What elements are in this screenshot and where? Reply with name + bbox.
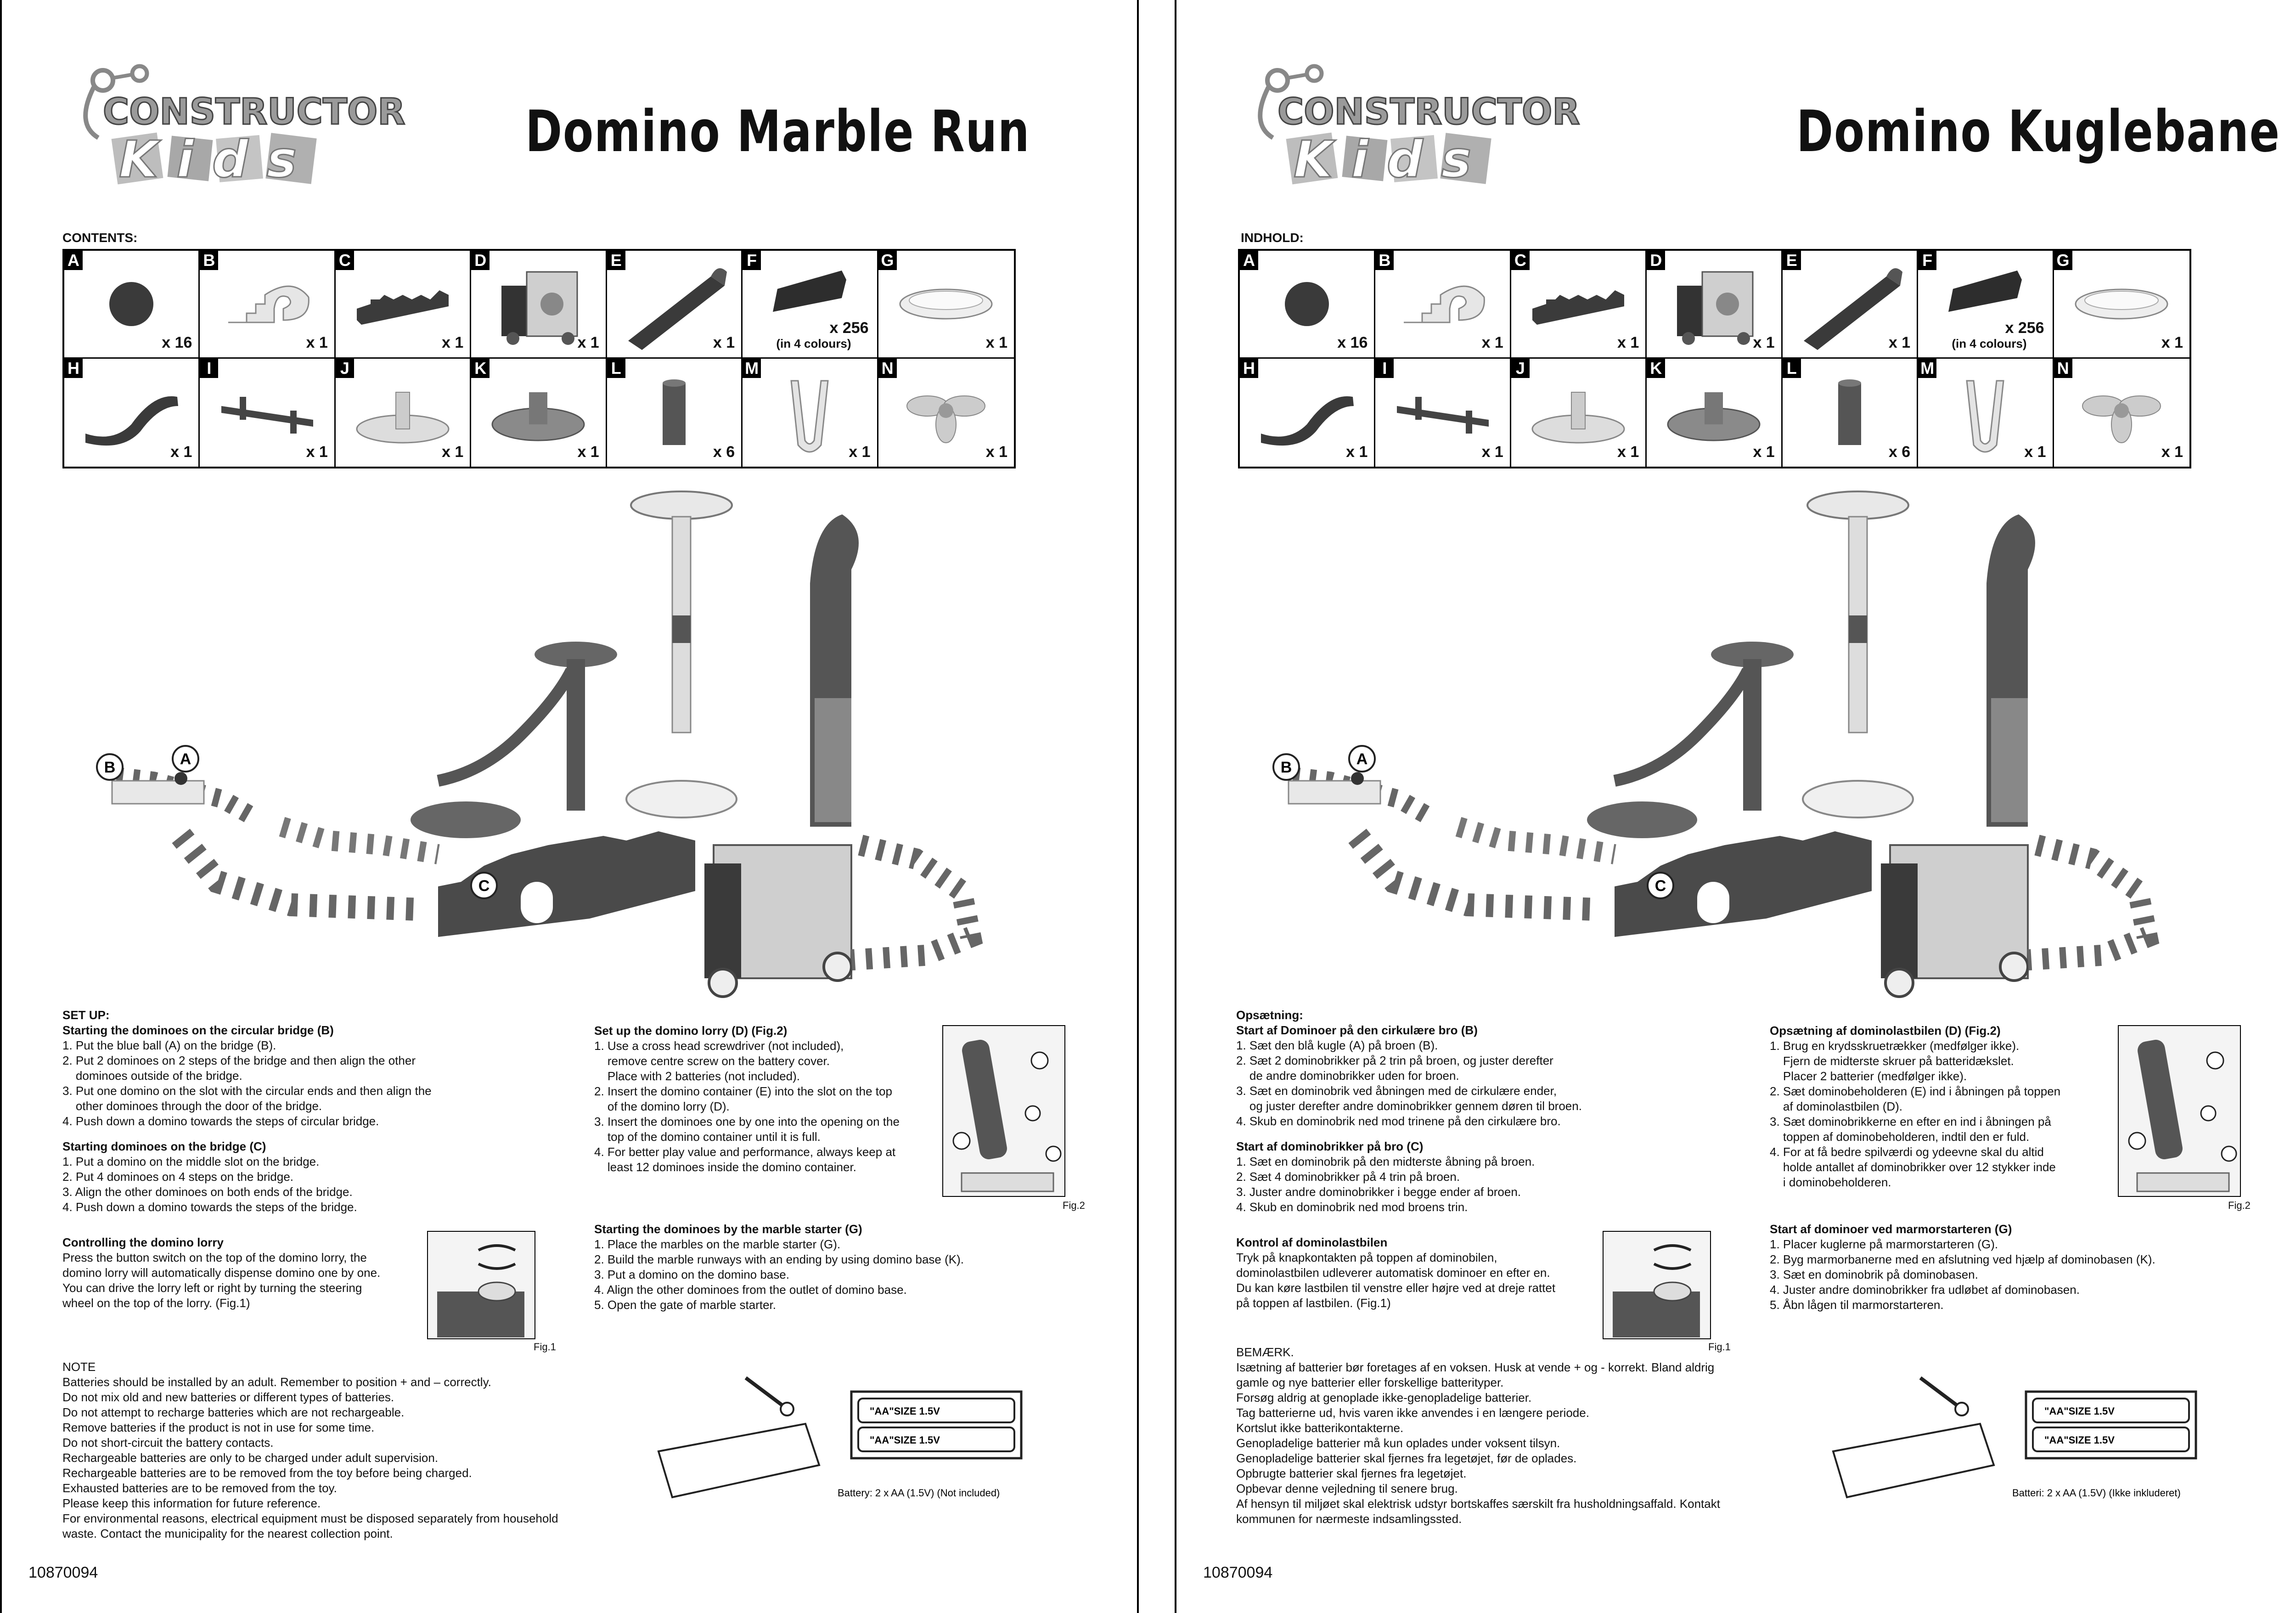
step: 1. Placer kuglerne på marmorstarteren (G). [1770,1237,1998,1251]
item-f [743,251,878,359]
section-title: Starting the dominoes on the circular bridge (B) [62,1023,334,1037]
battery-label-top: "AA"SIZE 1.5V [870,1405,940,1417]
item-b [200,251,335,359]
pillar-icon [651,374,697,452]
item-qty: x 16 [162,334,192,351]
item-h [1240,359,1375,467]
contents-label: CONTENTS: [62,231,138,245]
page-title: Domino Marble Run [525,99,1030,165]
marble-starter-section [1770,1222,2183,1313]
item-n [878,359,1014,467]
logo-wordmark: CONSTRUCTOR [1277,91,1580,133]
item-letter: L [607,359,625,378]
battery-compartment-illustration [645,1359,1021,1506]
item-j [1511,359,1647,467]
fig1-label: Fig.1 [534,1341,556,1353]
item-k [471,359,607,467]
step: Tryk på knapkontakten på toppen af dominobilen, [1236,1251,1497,1264]
logo-wordmark: CONSTRUCTOR [103,91,405,133]
item-qty: x 1 [985,334,1007,351]
fig1-label: Fig.1 [1708,1341,1731,1353]
fig2-lorry-illustration [2118,1025,2241,1197]
marble-starter-icon [895,281,996,327]
circular-bridge-icon [1395,276,1491,332]
item-subtext: (in 4 colours) [776,337,851,350]
item-qty: x 1 [442,443,464,461]
item-letter: J [1511,359,1530,378]
ball-icon [1282,279,1332,329]
callout-b: B [104,759,116,776]
item-letter: K [471,359,490,378]
item-letter: G [878,251,897,270]
item-g [2054,251,2189,359]
item-qty: x 1 [2161,443,2183,461]
item-qty: x 6 [713,443,735,461]
item-letter: E [607,251,625,270]
clip-icon [1953,372,2017,454]
item-qty: x 1 [1888,334,1911,351]
callout-c: C [478,877,490,895]
contents-grid [1238,249,2191,468]
step: de andre dominobrikker uden for broen. [1236,1069,1459,1083]
step: 4. Juster andre dominobrikker fra udløbet af dominobasen. [1770,1283,2080,1297]
item-letter: N [2054,359,2072,378]
step: wheel on the top of the lorry. (Fig.1) [62,1296,250,1310]
battery-label-top: "AA"SIZE 1.5V [2044,1405,2115,1417]
product-code: 10870094 [1203,1564,1273,1581]
item-letter: B [1375,251,1394,270]
step: Place with 2 batteries (not included). [594,1069,800,1083]
contents-grid [62,249,1016,468]
note-line: Rechargeable batteries are to be removed from the toy before being charged. [62,1466,472,1480]
callout-c: C [1654,877,1666,895]
item-subtext: (in 4 colours) [1952,337,2027,350]
item-letter: E [1783,251,1801,270]
step: least 12 dominoes inside the domino container. [594,1160,856,1174]
item-d [471,251,607,359]
step: 1. Put the blue ball (A) on the bridge (B). [62,1038,276,1052]
note-line: Genopladelige batterier må kun oplades under voksent tilsyn. [1236,1436,1560,1450]
step: og juster derefter andre dominobrikker gennem døren til broen. [1236,1099,1582,1113]
item-b [1375,251,1511,359]
item-c [1511,251,1647,359]
windmill-icon [2076,378,2167,447]
section-title: Controlling the domino lorry [62,1235,224,1249]
circular-bridge-icon [219,276,315,332]
item-qty: x 1 [1481,334,1503,351]
note-line: Opbevar denne vejledning til senere brug. [1236,1482,1458,1495]
step: Placer 2 batterier (medfølger ikke). [1770,1069,1967,1083]
base-icon [350,378,456,447]
battery-caption: Battery: 2 x AA (1.5V) (Not included) [838,1487,1000,1499]
note-line: Isætning af batterier bør foretages af en voksen. Husk at vende + og - korrekt. Bland aldrig [1236,1360,1715,1374]
step: 2. Sæt 2 dominobrikker på 2 trin på broen, og juster derefter [1236,1054,1553,1067]
step: i dominobeholderen. [1770,1175,1891,1189]
step: 4. Push down a domino towards the steps of the bridge. [62,1200,357,1214]
section-title: Start af Dominoer på den cirkulære bro (B) [1236,1023,1478,1037]
callout-a: A [1356,750,1368,768]
step: 3. Insert the dominoes one by one into the opening on the [594,1115,900,1128]
note-line: Genopladelige batterier skal fjernes fra legetøjet, før de oplades. [1236,1451,1577,1465]
step: You can drive the lorry left or right by turning the steering [62,1281,362,1295]
step: 4. Push down a domino towards the steps of circular bridge. [62,1114,379,1128]
item-qty: x 1 [1617,443,1639,461]
item-letter: F [1918,251,1936,270]
step: dominolastbilen udleverer automatisk dominoer en efter en. [1236,1266,1550,1280]
step: på toppen af lastbilen. (Fig.1) [1236,1296,1391,1310]
step: 3. Put one domino on the slot with the circular ends and then align the [62,1084,432,1098]
item-j [336,359,471,467]
battery-label-bottom: "AA"SIZE 1.5V [870,1434,940,1446]
constructor-kids-logo [71,55,405,197]
item-qty: x 1 [442,334,464,351]
item-letter: F [743,251,761,270]
battery-note [1236,1345,1815,1527]
logo-kids: Kids [1294,130,1490,189]
ball-icon [106,279,157,329]
item-qty: x 1 [2024,443,2046,461]
battery-caption: Batteri: 2 x AA (1.5V) (Ikke inkluderet) [2012,1487,2181,1499]
step: 1. Sæt en dominobrik på den midterste åbning på broen. [1236,1155,1535,1168]
item-qty: x 16 [1337,334,1368,351]
item-a [1240,251,1375,359]
item-letter: K [1647,359,1665,378]
domino-icon [764,266,855,321]
item-letter: H [64,359,83,378]
note-title: BEMÆRK. [1236,1345,1294,1359]
setup-column-2 [1770,1023,2119,1190]
domino-lorry-icon [1668,258,1760,350]
item-letter: D [471,251,490,270]
item-k [1647,359,1782,467]
item-qty: x 1 [985,443,1007,461]
item-qty: x 1 [170,443,192,461]
fig2-label: Fig.2 [1063,1200,1085,1211]
item-letter: B [200,251,218,270]
straight-runway-icon [1388,388,1498,438]
item-letter: G [2054,251,2072,270]
item-qty: x 1 [1617,334,1639,351]
step: toppen af dominobeholderen, indtil den er fuld. [1770,1130,2030,1144]
item-g [878,251,1014,359]
item-qty: x 1 [1346,443,1368,461]
step: af dominolastbilen (D). [1770,1100,1903,1113]
step: top of the domino container until it is full. [594,1130,821,1144]
section-title: Kontrol af dominolastbilen [1236,1235,1388,1249]
section-title: Set up the domino lorry (D) (Fig.2) [594,1024,788,1038]
item-n [2054,359,2189,467]
item-letter: M [743,359,761,378]
item-qty: x 1 [577,334,599,351]
item-i [200,359,335,467]
step: 1. Use a cross head screwdriver (not included), [594,1039,844,1053]
item-qty: x 1 [1753,443,1775,461]
base-icon [1525,378,1631,447]
page-title: Domino Kuglebane [1796,99,2280,165]
section-title: Start af dominoer ved marmorstarteren (G) [1770,1222,2012,1236]
note-line: Opbrugte batterier skal fjernes fra legetøjet. [1236,1466,1467,1480]
section-title: Starting dominoes on the bridge (C) [62,1139,266,1153]
item-letter: J [336,359,354,378]
item-letter: C [1511,251,1530,270]
note-line: waste. Contact the municipality for the nearest collection point. [62,1527,393,1540]
step: 5. Open the gate of marble starter. [594,1298,777,1312]
setup-heading: Opsætning: [1236,1008,1303,1022]
item-m [743,359,878,467]
item-a [64,251,200,359]
fig2-lorry-illustration [942,1025,1065,1197]
note-line: Tag batterierne ud, hvis varen ikke anvendes i en længere periode. [1236,1406,1589,1420]
item-m [1918,359,2054,467]
step: Press the button switch on the top of the domino lorry, the [62,1251,367,1264]
step: holde antallet af dominobrikker over 12 stykker inde [1770,1160,2056,1174]
section-title: Starting the dominoes by the marble starter (G) [594,1222,862,1236]
item-letter: A [64,251,83,270]
instruction-page-english [0,0,1139,1613]
item-h [64,359,200,467]
step: remove centre screw on the battery cover. [594,1054,830,1068]
note-title: NOTE [62,1360,96,1374]
note-line: Rechargeable batteries are only to be charged under adult supervision. [62,1451,439,1465]
step: 3. Sæt en dominobrik på dominobasen. [1770,1268,1978,1281]
assembled-marble-run-illustration [1238,478,2225,1006]
curved-runway-icon [76,378,186,447]
note-line: Do not short-circuit the battery contacts. [62,1436,274,1449]
callout-a: A [180,750,191,768]
step: 2. Sæt dominobeholderen (E) ind i åbningen på toppen [1770,1084,2061,1098]
note-line: gamle og nye batterier eller forskellige batterityper. [1236,1376,1504,1389]
item-letter: H [1240,359,1258,378]
step: 2. Sæt 4 dominobrikker på 4 trin på broen. [1236,1170,1460,1184]
step: of the domino lorry (D). [594,1100,730,1113]
step: 5. Åbn lågen til marmorstarteren. [1770,1298,1944,1312]
step: 4. Skub en dominobrik ned mod trinene på den cirkulære bro. [1236,1114,1561,1128]
setup-heading: SET UP: [62,1008,110,1022]
domino-base-icon [485,378,591,447]
step: 2. Insert the domino container (E) into the slot on the top [594,1084,892,1098]
step: Fjern de midterste skruer på batteridækslet. [1770,1054,2014,1068]
step: 1. Place the marbles on the marble starter (G). [594,1237,841,1251]
item-c [336,251,471,359]
item-letter: I [200,359,218,378]
domino-base-icon [1661,378,1767,447]
windmill-icon [900,378,992,447]
note-line: For environmental reasons, electrical equipment must be disposed separately from household [62,1511,558,1525]
step: 4. For at få bedre spilværdi og ydeevne skal du altid [1770,1145,2044,1159]
step: 1. Put a domino on the middle slot on the bridge. [62,1155,320,1168]
note-line: Remove batteries if the product is not in use for some time. [62,1421,375,1434]
item-l [607,359,743,467]
item-l [1783,359,1918,467]
note-line: Forsøg aldrig at genoplade ikke-genopladelige batterier. [1236,1391,1532,1404]
item-letter: D [1647,251,1665,270]
fig1-steering-illustration [427,1231,535,1339]
bridge-icon [352,281,453,327]
item-e [1783,251,1918,359]
contents-label: INDHOLD: [1241,231,1304,245]
bridge-icon [1528,281,1629,327]
item-letter: A [1240,251,1258,270]
step: 4. For better play value and performance, always keep at [594,1145,896,1159]
fig2-label: Fig.2 [2228,1200,2251,1211]
step: 4. Align the other dominoes from the outlet of domino base. [594,1283,907,1297]
item-qty: x 1 [1753,334,1775,351]
straight-runway-icon [212,388,322,438]
item-f [1918,251,2054,359]
item-letter: N [878,359,897,378]
step: 3. Sæt dominobrikkerne en efter en ind i åbningen på [1770,1115,2051,1128]
step: 1. Brug en krydsskruetrækker (medfølger ikke). [1770,1039,2020,1053]
item-qty: x 1 [306,334,328,351]
marble-starter-section [594,1222,1007,1313]
note-line: Do not attempt to recharge batteries which are not rechargeable. [62,1405,405,1419]
section-title: Opsætning af dominolastbilen (D) (Fig.2) [1770,1024,2001,1038]
item-qty: x 6 [1888,443,1911,461]
step: 1. Sæt den blå kugle (A) på broen (B). [1236,1038,1438,1052]
step: 2. Put 2 dominoes on 2 steps of the bridge and then align the other [62,1054,416,1067]
product-code: 10870094 [28,1564,98,1581]
step: 3. Juster andre dominobrikker i begge ender af broen. [1236,1185,1521,1199]
domino-icon [1939,266,2031,321]
section-title: Start af dominobrikker på bro (C) [1236,1139,1424,1153]
note-line: Kortslut ikke batterikontakterne. [1236,1421,1404,1435]
marble-starter-icon [2071,281,2172,327]
step: 2. Byg marmorbanerne med en afslutning ved hjælp af dominobasen (K). [1770,1252,2155,1266]
pillar-icon [1827,374,1873,452]
instruction-page-danish [1175,0,2296,1613]
constructor-kids-logo [1245,55,1580,197]
step: Du kan køre lastbilen til venstre eller højre ved at dreje rattet [1236,1281,1556,1295]
step: 3. Sæt en dominobrik ved åbningen med de cirkulære ender, [1236,1084,1557,1098]
note-line: Batteries should be installed by an adult. Remember to position + and – correctly. [62,1375,491,1389]
battery-note [62,1359,641,1541]
step: 4. Skub en dominobrik ned mod broens trin. [1236,1200,1468,1214]
item-qty: x 1 [2161,334,2183,351]
callout-b: B [1280,759,1292,776]
note-line: Af hensyn til miljøet skal elektrisk udstyr bortskaffes særskilt fra husholdningsaffald. Kontakt [1236,1497,1720,1511]
item-qty: x 1 [577,443,599,461]
item-letter: I [1375,359,1394,378]
domino-lorry-icon [492,258,584,350]
item-qty: x 256 [2005,319,2044,337]
step: 3. Align the other dominoes on both ends of the bridge. [62,1185,353,1199]
step: 3. Put a domino on the domino base. [594,1268,789,1281]
step: dominoes outside of the bridge. [62,1069,242,1083]
battery-label-bottom: "AA"SIZE 1.5V [2044,1434,2115,1446]
logo-kids: Kids [119,130,315,189]
item-d [1647,251,1782,359]
battery-compartment-illustration [1819,1359,2196,1506]
setup-column-2 [594,1023,943,1175]
note-line: Please keep this information for future reference. [62,1496,321,1510]
item-letter: M [1918,359,1936,378]
item-qty: x 1 [713,334,735,351]
assembled-marble-run-illustration [62,478,1049,1006]
step: 2. Put 4 dominoes on 4 steps on the bridge. [62,1170,294,1184]
fig1-steering-illustration [1603,1231,1711,1339]
step: domino lorry will automatically dispense domino one by one. [62,1266,381,1280]
note-line: Do not mix old and new batteries or different types of batteries. [62,1390,394,1404]
item-letter: L [1783,359,1801,378]
step: 2. Build the marble runways with an ending by using domino base (K). [594,1252,964,1266]
item-qty: x 1 [1481,443,1503,461]
curved-runway-icon [1252,378,1362,447]
item-i [1375,359,1511,467]
clip-icon [777,372,842,454]
item-letter: C [336,251,354,270]
note-line: Exhausted batteries are to be removed from the toy. [62,1481,337,1495]
item-qty: x 256 [829,319,869,337]
item-qty: x 1 [849,443,871,461]
note-line: kommunen for nærmeste indsamlingssted. [1236,1512,1462,1526]
step: other dominoes through the door of the bridge. [62,1099,322,1113]
item-e [607,251,743,359]
item-qty: x 1 [306,443,328,461]
